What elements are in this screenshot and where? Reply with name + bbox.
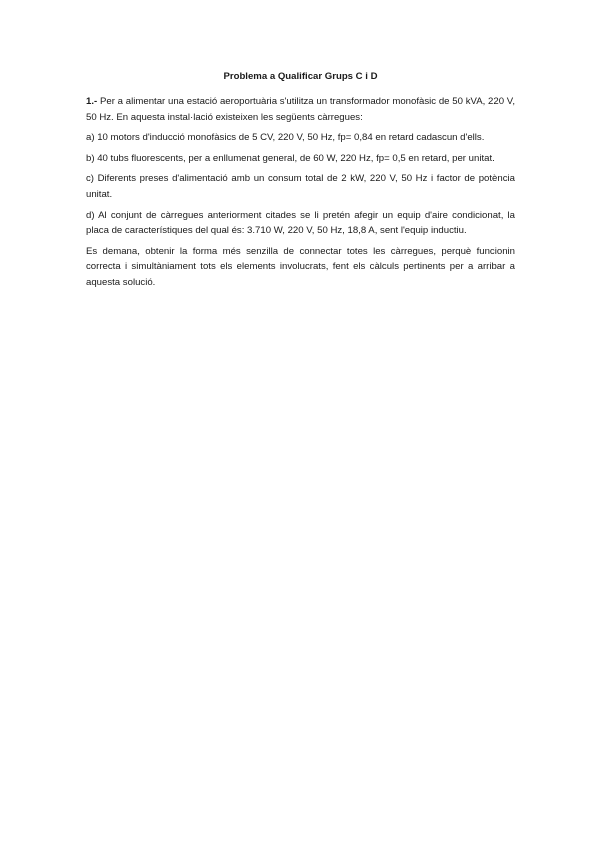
- load-item-a: a) 10 motors d'inducció monofàsics de 5 CV, 220 V, 50 Hz, fp= 0,84 en retard cadascun d'ells.: [86, 132, 485, 144]
- load-item-c: c) Diferents preses d'alimentació amb un consum total de 2 kW, 220 V, 50 Hz i factor de potència unitat.: [86, 173, 515, 200]
- document-title: Problema a Qualificar Grups C i D: [223, 71, 378, 82]
- problem-intro: [86, 94, 515, 125]
- load-item-d: d) Al conjunt de càrregues anteriorment citades se li pretén afegir un equip d'aire condicionat, la placa de característiques del qual és: 3.710 W, 220 V, 50 Hz, 18,8 A, sent l'equip inductiu.: [86, 209, 515, 237]
- problem-conclusion: Es demana, obtenir la forma més senzilla de connectar totes les càrregues, perquè funcionin correcta i simultàniament tots els elements involucrats, fent els càlculs pertinents per a arribar a aquesta solució.: [86, 245, 515, 288]
- load-item-b: b) 40 tubs fluorescents, per a enllumenat general, de 60 W, 220 Hz, fp= 0,5 en retard, per unitat.: [86, 152, 495, 164]
- problem-number: 1.-: [86, 96, 98, 107]
- problem-intro-text: Per a alimentar una estació aeroportuària s'utilitza un transformador monofàsic de 50 kVA, 220 V, 50 Hz. En aquesta instal·lació existeixen les següents càrregues:: [86, 96, 515, 123]
- document-content: [86, 70, 515, 296]
